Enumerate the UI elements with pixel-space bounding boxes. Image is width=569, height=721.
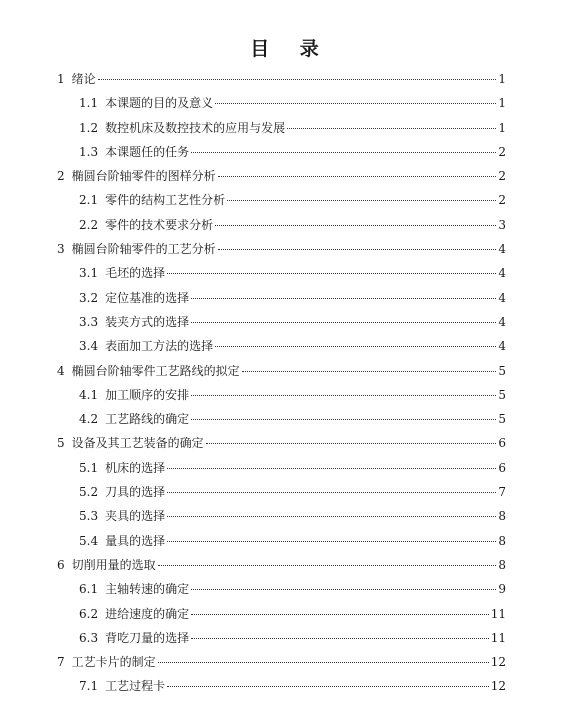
toc-entry-title: 刀具的选择 [105,485,166,500]
toc-dot-leader [191,638,489,639]
page-title: 目 录 [250,38,331,60]
toc-entry-title: 进给速度的确定 [105,606,190,621]
toc-entry-page-number: 4 [498,242,506,257]
toc-entry-number: 6.2 [79,606,99,621]
toc-entry-number: 6.3 [79,630,99,645]
toc-entry-page-number: 8 [498,533,506,548]
toc-entry-number: 2.1 [79,193,99,208]
toc-dot-leader [215,346,496,347]
toc-entry-number: 1 [57,72,65,86]
toc-dot-leader [242,371,496,372]
toc-entry-title: 夹具的选择 [105,509,166,524]
toc-dot-leader [158,662,489,663]
toc-dot-leader [191,152,496,153]
toc-entry-number: 4 [57,363,65,378]
toc-entry-page-number: 12 [490,679,506,694]
toc-section-entry[interactable] [57,580,506,604]
toc-entry-title: 毛坯的选择 [105,266,166,281]
toc-dot-leader [191,395,496,396]
toc-entry-number: 1.2 [79,120,99,135]
toc-entry-number: 5.1 [79,460,99,475]
toc-entry-title: 椭圆台阶轴零件的图样分析 [71,169,216,184]
toc-entry-number: 5.2 [79,485,99,500]
toc-entry-page-number: 1 [498,96,506,111]
toc-entry-page-number: 2 [498,169,506,184]
toc-entry-number: 1.1 [79,96,99,111]
toc-chapter-entry[interactable] [57,240,506,264]
toc-entry-page-number: 4 [498,314,506,329]
toc-dot-leader [191,614,489,615]
toc-entry-page-number: 9 [498,582,506,597]
toc-entry-number: 7 [57,655,65,670]
toc-entry-page-number: 11 [490,606,506,621]
toc-entry-page-number: 12 [490,655,506,670]
toc-entry-title: 绪论 [71,72,96,86]
toc-entry-title: 工艺路线的确定 [105,412,190,427]
toc-section-entry[interactable] [57,337,506,361]
toc-entry-page-number: 3 [498,217,506,232]
toc-entry-title: 工艺过程卡 [105,679,166,694]
toc-entry-page-number: 1 [498,120,506,135]
toc-entry-page-number: 1 [498,72,506,86]
toc-entry-number: 3.1 [79,266,99,281]
toc-dot-leader [191,322,496,323]
toc-entry-number: 6.1 [79,582,99,597]
toc-section-entry[interactable] [57,677,506,701]
toc-section-entry[interactable] [57,289,506,313]
toc-entry-page-number: 5 [498,387,506,402]
toc-entry-page-number: 8 [498,509,506,524]
toc-entry-title: 机床的选择 [105,460,166,475]
toc-entry-number: 3.2 [79,290,99,305]
toc-chapter-entry[interactable] [57,556,506,580]
toc-entry-number: 5.3 [79,509,99,524]
toc-entry-page-number: 2 [498,193,506,208]
toc-entry-title: 设备及其工艺装备的确定 [71,436,204,451]
toc-entry-title: 装夹方式的选择 [105,314,190,329]
toc-entry-title: 数控机床及数控技术的应用与发展 [105,120,286,135]
toc-section-entry[interactable] [57,216,506,240]
toc-section-entry[interactable] [57,94,506,118]
toc-entry-number: 7.1 [79,679,99,694]
toc-entry-title: 切削用量的选取 [71,557,156,572]
toc-entry-page-number: 11 [490,630,506,645]
toc-section-entry[interactable] [57,483,506,507]
toc-section-entry[interactable] [57,459,506,483]
toc-chapter-entry[interactable] [57,70,506,94]
toc-entry-number: 4.1 [79,387,99,402]
toc-entry-number: 6 [57,557,65,572]
toc-entry-number: 5 [57,436,65,451]
toc-section-entry[interactable] [57,313,506,337]
toc-entry-number: 1.3 [79,144,99,159]
toc-dot-leader [167,541,496,542]
toc-dot-leader [218,176,496,177]
toc-entry-number: 2.2 [79,217,99,232]
toc-dot-leader [167,492,496,493]
toc-entry-number: 3.4 [79,339,99,354]
toc-section-entry[interactable] [57,264,506,288]
toc-entry-page-number: 4 [498,339,506,354]
toc-dot-leader [158,565,496,566]
toc-entry-page-number: 5 [498,412,506,427]
toc-entry-title: 工艺卡片的制定 [71,655,156,670]
toc-entry-page-number: 4 [498,290,506,305]
toc-chapter-entry[interactable] [57,653,506,677]
toc-chapter-entry[interactable] [57,434,506,458]
toc-dot-leader [218,249,496,250]
toc-section-entry[interactable] [57,191,506,215]
toc-dot-leader [206,443,496,444]
toc-entry-title: 主轴转速的确定 [105,582,190,597]
toc-section-entry[interactable] [57,532,506,556]
toc-dot-leader [227,200,496,201]
table-of-contents [57,70,506,702]
toc-entry-title: 本课题的目的及意义 [105,96,214,111]
toc-entry-number: 2 [57,169,65,184]
toc-entry-title: 定位基准的选择 [105,290,190,305]
toc-section-entry[interactable] [57,507,506,531]
toc-entry-number: 4.2 [79,412,99,427]
toc-entry-title: 椭圆台阶轴零件工艺路线的拟定 [71,363,240,378]
toc-entry-number: 3.3 [79,314,99,329]
toc-dot-leader [191,419,496,420]
toc-dot-leader [98,79,496,80]
toc-entry-page-number: 2 [498,144,506,159]
toc-dot-leader [167,273,496,274]
toc-entry-title: 背吃刀量的选择 [105,630,190,645]
toc-dot-leader [167,468,496,469]
toc-section-entry[interactable] [57,143,506,167]
toc-dot-leader [167,516,496,517]
toc-dot-leader [215,103,496,104]
toc-entry-title: 量具的选择 [105,533,166,548]
toc-entry-number: 5.4 [79,533,99,548]
toc-entry-title: 零件的结构工艺性分析 [105,193,226,208]
toc-entry-title: 表面加工方法的选择 [105,339,214,354]
toc-section-entry[interactable] [57,410,506,434]
toc-entry-page-number: 5 [498,363,506,378]
toc-entry-title: 本课题任的任务 [105,144,190,159]
toc-entry-page-number: 6 [498,460,506,475]
toc-entry-page-number: 8 [498,557,506,572]
toc-entry-page-number: 7 [498,485,506,500]
toc-dot-leader [191,298,496,299]
toc-entry-title: 椭圆台阶轴零件的工艺分析 [71,242,216,257]
toc-dot-leader [215,225,496,226]
toc-section-entry[interactable] [57,386,506,410]
toc-entry-page-number: 4 [498,266,506,281]
toc-dot-leader [287,128,496,129]
toc-section-entry[interactable] [57,629,506,653]
toc-section-entry[interactable] [57,605,506,629]
toc-chapter-entry[interactable] [57,167,506,191]
toc-entry-number: 3 [57,242,65,257]
toc-entry-title: 加工顺序的安排 [105,387,190,402]
toc-chapter-entry[interactable] [57,362,506,386]
toc-section-entry[interactable] [57,119,506,143]
toc-entry-page-number: 6 [498,436,506,451]
toc-dot-leader [191,589,496,590]
toc-entry-title: 零件的技术要求分析 [105,217,214,232]
toc-dot-leader [167,686,489,687]
